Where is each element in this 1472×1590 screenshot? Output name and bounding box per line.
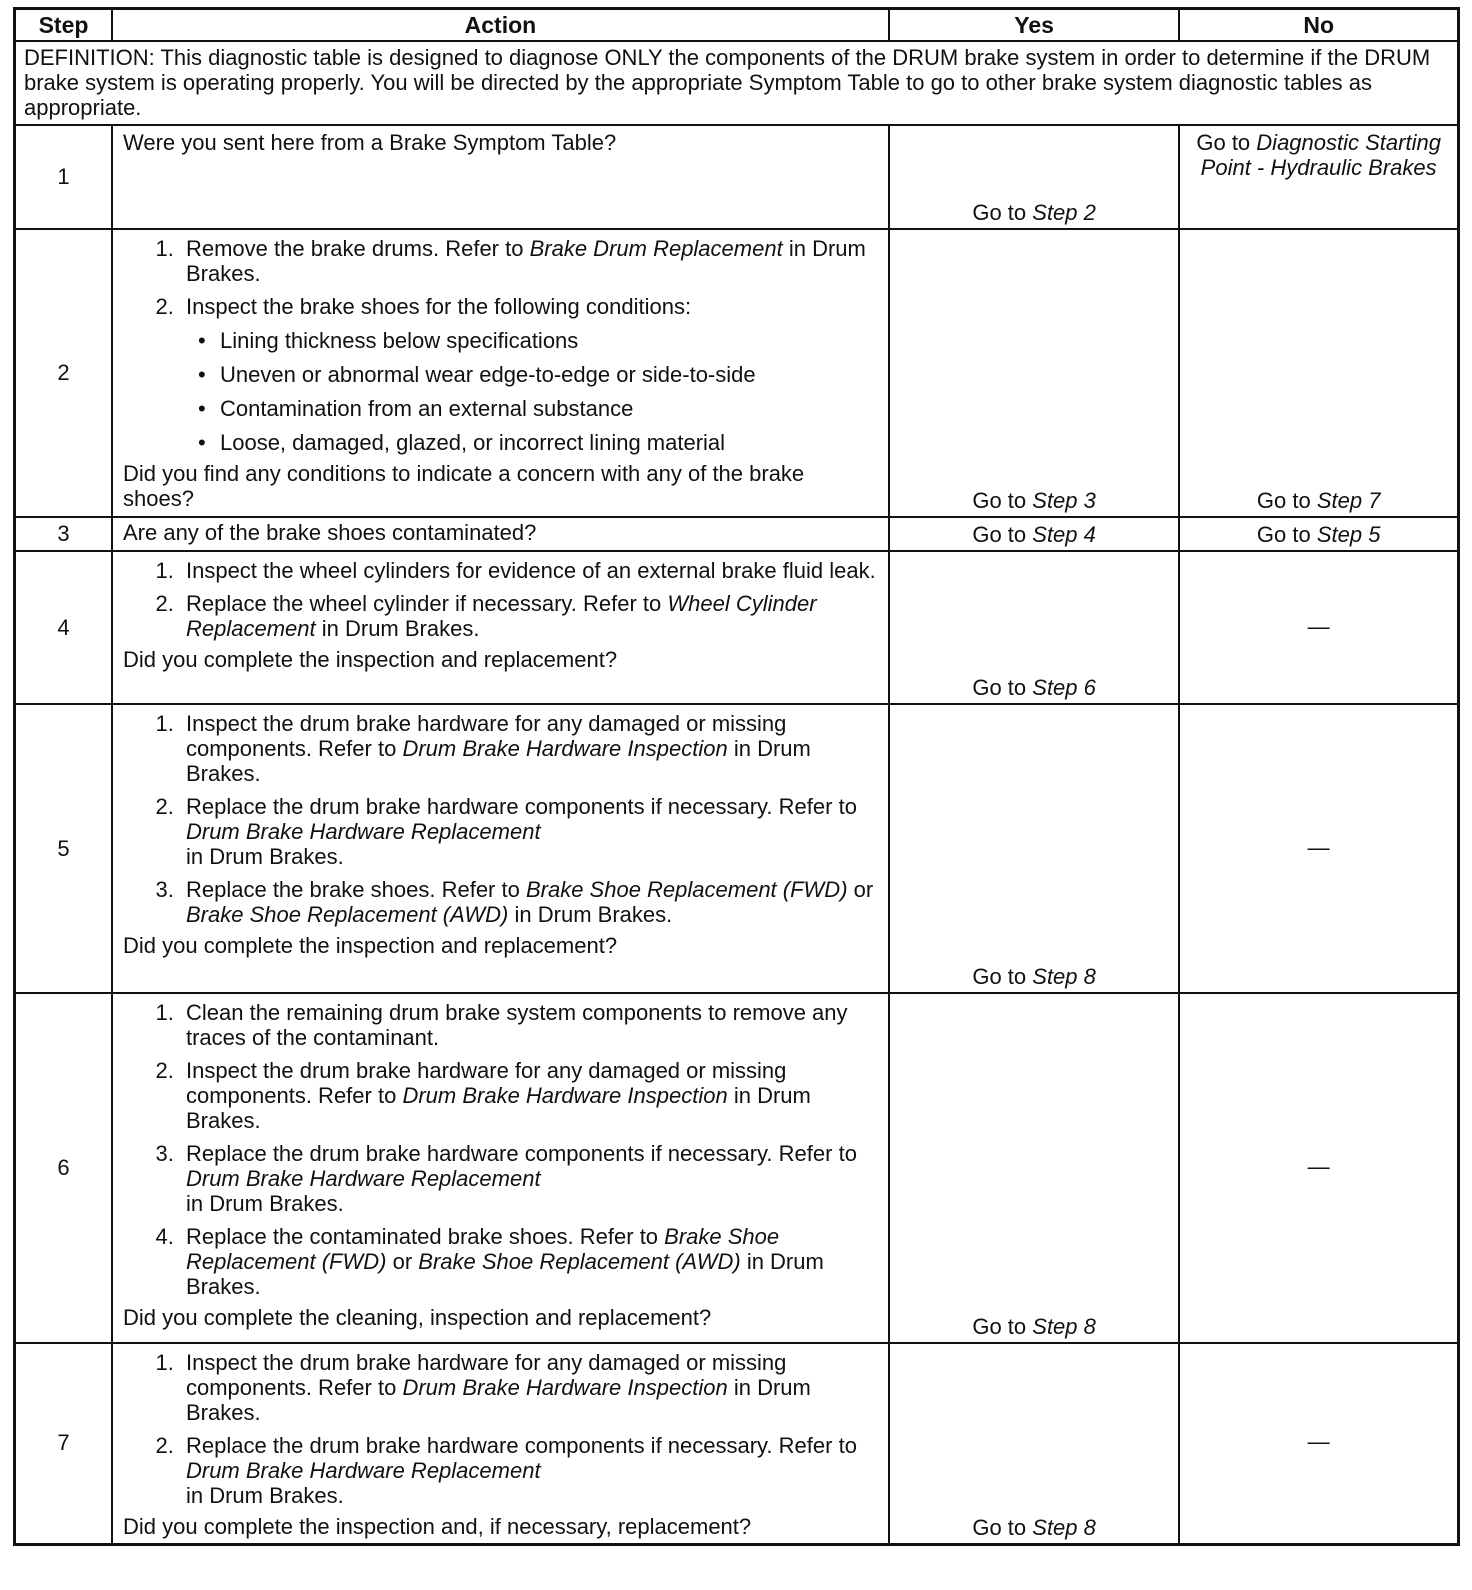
action-list: [123, 1000, 878, 1299]
yes-cell: Go to Step 4: [889, 517, 1179, 551]
question-text: Did you complete the inspection and, if necessary, replacement?: [122, 1514, 752, 1539]
ref-link[interactable]: Brake Drum Replacement: [529, 236, 783, 261]
action-cell: [112, 551, 889, 704]
no-cell: Go to Step 7: [1179, 229, 1458, 517]
action-cell: [112, 1343, 889, 1544]
step-number: 4: [15, 551, 112, 704]
yes-cell: [889, 125, 1179, 229]
table-row: [15, 229, 1459, 517]
action-item: 1. Inspect the wheel cylinders for evidence of an external brake fluid leak.: [180, 558, 878, 583]
condition-item: • Contamination from an external substance: [197, 396, 634, 421]
action-item: 2. Replace the wheel cylinder if necessary. Refer to Wheel Cylinder Replacement in Drum Brakes.: [180, 591, 878, 641]
action-list: [123, 558, 878, 641]
action-item: 3. Replace the drum brake hardware components if necessary. Refer to Drum Brake Hardware Replacement in Drum Brakes.: [180, 1141, 878, 1216]
action-item: 1. Remove the brake drums. Refer to Brake Drum Replacement in Drum Brakes.: [180, 236, 878, 286]
ref-link[interactable]: Drum Brake Hardware Inspection: [402, 736, 728, 761]
action-item: 2. Inspect the drum brake hardware for any damaged or missing components. Refer to Drum Brake Hardware Inspection in Drum Brakes.: [180, 1058, 878, 1133]
yes-link-step[interactable]: Step 8: [1032, 1314, 1096, 1339]
question-text: Are any of the brake shoes contaminated?: [122, 520, 537, 545]
bullet-icon: •: [197, 396, 206, 421]
action-item: 1. Inspect the drum brake hardware for any damaged or missing components. Refer to Drum Brake Hardware Inspection in Drum Brakes.: [180, 711, 878, 786]
no-cell: [1179, 704, 1458, 993]
ref-link[interactable]: Brake Shoe Replacement (AWD): [418, 1249, 741, 1274]
ref-link[interactable]: Drum Brake Hardware Replacement: [185, 1166, 541, 1191]
action-list: [123, 711, 878, 927]
step-number: 7: [15, 1343, 112, 1544]
yes-link-step[interactable]: Step 6: [1032, 675, 1096, 700]
step-number: 3: [15, 517, 112, 551]
step-number: 5: [15, 704, 112, 993]
action-item: 2. Replace the drum brake hardware components if necessary. Refer to Drum Brake Hardware Replacement in Drum Brakes.: [180, 1433, 878, 1508]
dash-mark: —: [1307, 1429, 1330, 1455]
ref-link[interactable]: Drum Brake Hardware Inspection: [402, 1375, 728, 1400]
yes-cell: Go to Step 8: [889, 704, 1179, 993]
table-row: [15, 993, 1459, 1343]
yes-link-step[interactable]: Step 3: [1032, 488, 1096, 513]
ref-link[interactable]: Drum Brake Hardware Replacement: [185, 819, 541, 844]
action-item: 2. Inspect the brake shoes for the following conditions: • Lining thickness below specifications • Uneven or abnormal wear edge-to-edge or side-to-side • Contamination from an external substance • Loose, damaged, glazed, or incorrect lining material: [180, 294, 878, 455]
ref-link[interactable]: Brake Shoe Replacement (FWD): [185, 1224, 780, 1274]
table-row: [15, 704, 1459, 993]
step-number: 1: [15, 125, 112, 229]
condition-item: • Lining thickness below specifications: [197, 328, 579, 353]
dash-mark: —: [1307, 613, 1330, 639]
question-text: Did you complete the cleaning, inspection and replacement?: [122, 1305, 712, 1330]
condition-list: [186, 328, 878, 455]
action-list: [123, 236, 878, 455]
header-action: Action: [112, 9, 889, 42]
table-row: [15, 125, 1459, 229]
definition-row: [15, 41, 1459, 125]
bullet-icon: •: [197, 362, 206, 387]
ref-link[interactable]: Brake Shoe Replacement (AWD): [185, 902, 509, 927]
question-text: Did you complete the inspection and replacement?: [122, 647, 618, 672]
yes-cell: Go to Step 3: [889, 229, 1179, 517]
yes-link-step[interactable]: Step 8: [1032, 1514, 1096, 1540]
action-item: 3. Replace the brake shoes. Refer to Brake Shoe Replacement (FWD) or Brake Shoe Replacement (AWD) in Drum Brakes.: [180, 877, 878, 927]
yes-link-step[interactable]: Step 4: [1032, 522, 1096, 547]
no-cell: [1179, 993, 1458, 1343]
yes-link-step[interactable]: Step 8: [1032, 964, 1096, 989]
no-cell: [1179, 1343, 1458, 1544]
action-item: 1. Clean the remaining drum brake system components to remove any traces of the contaminant.: [180, 1000, 878, 1050]
bullet-icon: •: [197, 430, 206, 455]
action-item: 4. Replace the contaminated brake shoes. Refer to Brake Shoe Replacement (FWD) or Brake Shoe Replacement (AWD) in Drum Brakes.: [180, 1224, 878, 1299]
table-row: [15, 551, 1459, 704]
action-cell: [112, 229, 889, 517]
action-cell: [112, 993, 889, 1343]
action-cell: [112, 704, 889, 993]
no-link-diagnostic-starting-point[interactable]: Diagnostic Starting Point - Hydraulic Brakes: [1200, 130, 1441, 180]
go-to-label: Go to: [1196, 130, 1251, 155]
definition-text: DEFINITION: This diagnostic table is designed to diagnose ONLY the components of the DRUM brake system in order to determine if the DRUM brake system is operating properly. You will be directed by the appropriate Symptom Table to go to other brake system diagnostic tables as appropriate.: [15, 41, 1459, 125]
table-row: [15, 1343, 1459, 1544]
no-cell: Go to Step 5: [1179, 517, 1458, 551]
question-text: Did you find any conditions to indicate a concern with any of the brake shoes?: [122, 461, 805, 511]
go-to-label: Go to: [972, 200, 1027, 225]
step-number: 2: [15, 229, 112, 517]
ref-link[interactable]: Wheel Cylinder Replacement: [185, 591, 817, 641]
no-cell: [1179, 551, 1458, 704]
step-number: 6: [15, 993, 112, 1343]
action-cell: [112, 517, 889, 551]
action-item: 2. Replace the drum brake hardware components if necessary. Refer to Drum Brake Hardware Replacement in Drum Brakes.: [180, 794, 878, 869]
yes-cell: Go to Step 8: [889, 1343, 1179, 1544]
question-text: Did you complete the inspection and replacement?: [122, 933, 618, 958]
yes-cell: Go to Step 6: [889, 551, 1179, 704]
header-row: [15, 9, 1459, 42]
ref-link[interactable]: Drum Brake Hardware Replacement: [185, 1458, 541, 1483]
diagnostic-table: [13, 7, 1460, 1546]
yes-link-step[interactable]: Step 2: [1032, 200, 1096, 225]
action-cell: [112, 125, 889, 229]
header-step: Step: [15, 9, 112, 42]
no-link-step[interactable]: Step 5: [1316, 522, 1381, 547]
condition-item: • Uneven or abnormal wear edge-to-edge or side-to-side: [197, 362, 756, 387]
table-row: [15, 517, 1459, 551]
action-list: [123, 1350, 878, 1508]
header-no: No: [1179, 9, 1458, 42]
dash-mark: —: [1307, 1154, 1330, 1179]
yes-cell: Go to Step 8: [889, 993, 1179, 1343]
ref-link[interactable]: Brake Shoe Replacement (FWD): [525, 877, 848, 902]
question-text: Were you sent here from a Brake Symptom Table?: [122, 130, 617, 155]
action-item: 1. Inspect the drum brake hardware for any damaged or missing components. Refer to Drum Brake Hardware Inspection in Drum Brakes.: [180, 1350, 878, 1425]
no-link-step[interactable]: Step 7: [1316, 488, 1381, 513]
header-yes: Yes: [889, 9, 1179, 42]
bullet-icon: •: [197, 328, 206, 353]
condition-item: • Loose, damaged, glazed, or incorrect lining material: [197, 430, 726, 455]
ref-link[interactable]: Drum Brake Hardware Inspection: [402, 1083, 728, 1108]
no-cell: [1179, 125, 1458, 229]
dash-mark: —: [1307, 834, 1330, 860]
